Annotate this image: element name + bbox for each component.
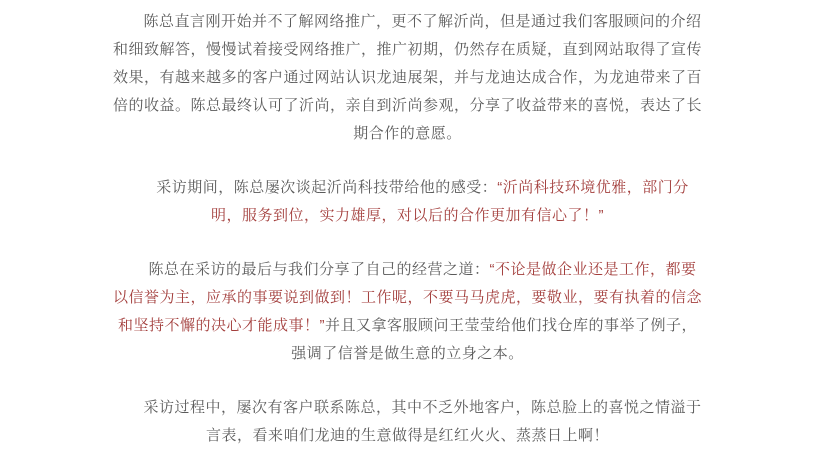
paragraph-philosophy-quote: “不论是做企业还是工作，都要以信誉为主，应承的事要说到做到！工作呢，不要马马虎虎，要敬业，要有执着的信念和坚持不懈的决心才能成事！” — [112, 261, 702, 334]
paragraph-closing — [112, 394, 704, 450]
article-body — [112, 0, 704, 450]
paragraph-philosophy-tail: 并且又拿客服顾问王莹莹给他们找仓库的事举了例子，强调了信誉是做生意的立身之本。 — [291, 317, 697, 362]
paragraph-feedback-quote: “沂尚科技环境优雅，部门分明，服务到位，实力雄厚，对以后的合作更加有信心了！” — [211, 179, 689, 224]
paragraph-intro-text: 陈总直言刚开始并不了解网络推广，更不了解沂尚，但是通过我们客服顾问的介绍和细致解答，慢慢试着接受网络推广，推广初期，仍然存在质疑，直到网站取得了宣传效果，有越来越多的客户通过网站认识龙迪展架，并与龙迪达成合作，为龙迪带来了百倍的收益。陈总最终认可了沂尚，亲自到沂尚参观，分享了收益带来的喜悦，表达了长期合作的意愿。 — [112, 13, 702, 142]
paragraph-closing-text: 采访过程中，屡次有客户联系陈总，其中不乏外地客户，陈总脸上的喜悦之情溢于言表，看来咱们龙迪的生意做得是红红火火、蒸蒸日上啊！ — [143, 399, 702, 444]
paragraph-business-philosophy — [112, 256, 704, 368]
paragraph-feedback — [112, 174, 704, 230]
paragraph-intro — [112, 8, 704, 148]
paragraph-feedback-lead: 采访期间，陈总屡次谈起沂尚科技带给他的感受： — [156, 179, 498, 196]
paragraph-philosophy-lead: 陈总在采访的最后与我们分享了自己的经营之道： — [148, 261, 490, 278]
